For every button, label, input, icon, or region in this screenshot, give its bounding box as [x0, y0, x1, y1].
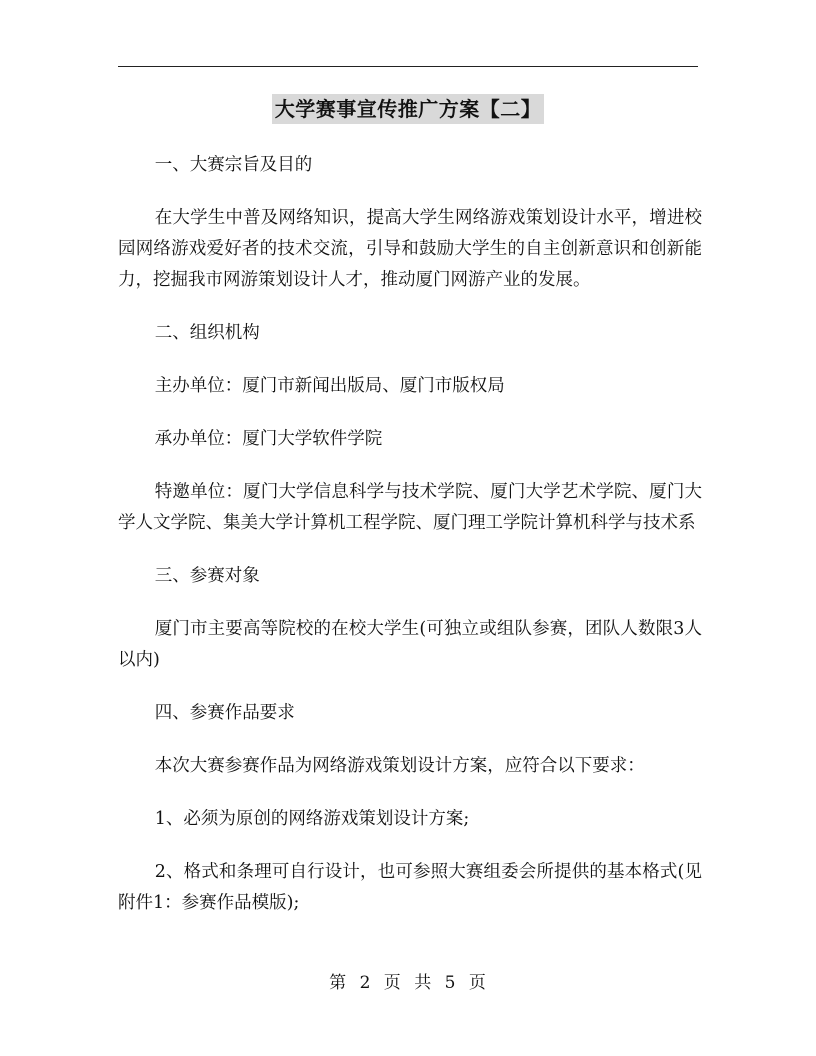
- paragraph-invited: 特邀单位：厦门大学信息科学与技术学院、厦门大学艺术学院、厦门大学人文学院、集美大学计算机工程学院、厦门理工学院计算机科学与技术系: [118, 482, 702, 533]
- title-container: [0, 94, 816, 124]
- section-heading-organization: 二、组织机构: [154, 323, 260, 343]
- section-heading-participants: 三、参赛对象: [154, 566, 260, 586]
- section-heading-requirements: 四、参赛作品要求: [154, 703, 295, 723]
- document-title: 大学赛事宣传推广方案【二】: [272, 94, 545, 124]
- requirement-item-2: 2、格式和条理可自行设计，也可参照大赛组委会所提供的基本格式(见附件1：参赛作品模版);: [118, 862, 702, 913]
- header-rule: [118, 66, 698, 67]
- page-footer: 第 2 页 共 5 页: [329, 973, 487, 993]
- paragraph-requirements-intro: 本次大赛参赛作品为网络游戏策划设计方案，应符合以下要求：: [154, 756, 645, 776]
- paragraph-host: 主办单位：厦门市新闻出版局、厦门市版权局: [154, 376, 505, 396]
- paragraph-organizer: 承办单位：厦门大学软件学院: [154, 429, 383, 449]
- section-heading-purpose: 一、大赛宗旨及目的: [154, 155, 313, 175]
- document-body: [118, 150, 702, 941]
- paragraph-purpose: 在大学生中普及网络知识，提高大学生网络游戏策划设计水平，增进校园网络游戏爱好者的技术交流，引导和鼓励大学生的自主创新意识和创新能力，挖掘我市网游策划设计人才，推动厦门网游产业的发展。: [118, 208, 702, 290]
- requirement-item-1: 1、必须为原创的网络游戏策划设计方案;: [154, 809, 470, 829]
- paragraph-participants: 厦门市主要高等院校的在校大学生(可独立或组队参赛，团队人数限3人以内): [118, 619, 702, 670]
